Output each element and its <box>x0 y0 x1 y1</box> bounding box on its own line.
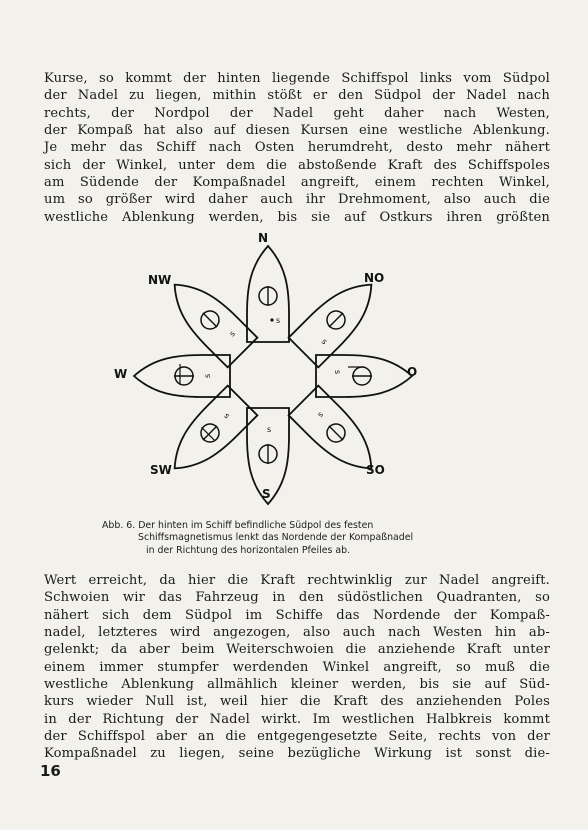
direction-label-w: W <box>114 367 128 381</box>
page-number: 16 <box>40 762 61 780</box>
direction-label-se: SO <box>366 463 385 477</box>
text-line: Kompaßnadel zu liegen, seine bezügliche Wirkung ist sonst die- <box>44 746 550 762</box>
caption-line: Schiffsmagnetismus lenkt das Nordende der Kompaßnadel <box>138 532 414 544</box>
text-line: Wert erreicht, da hier die Kraft rechtwinklig zur Nadel angreift. <box>44 573 550 588</box>
body-text-top <box>44 70 550 226</box>
direction-label-nw: NW <box>148 273 172 287</box>
text-line: Schwoien wir das Fahrzeug in den südöstlichen Quadranten, so <box>44 590 550 606</box>
text-line: kurs wieder Null ist, weil hier die Kraft des anziehenden Poles <box>44 694 550 710</box>
pole-mark: s <box>267 425 272 434</box>
text-line: sich der Winkel, unter dem die abstoßende Kraft des Schiffspoles <box>44 157 550 173</box>
text-line: nadel, letzteres wird angezogen, also auch nach Westen hin ab- <box>44 625 550 641</box>
pole-mark: s <box>203 373 212 378</box>
direction-label-sw: SW <box>150 463 172 477</box>
direction-label-n: N <box>258 231 269 245</box>
text-line: rechts, der Nordpol der Nadel geht daher nach Westen, <box>44 105 550 121</box>
direction-label-e: O <box>407 365 418 379</box>
caption-line: in der Richtung des horizontalen Pfeiles ab. <box>146 544 351 556</box>
text-line: am Südende der Kompaßnadel angreift, einem rechten Winkel, <box>44 175 550 191</box>
ship-southwest <box>160 386 258 484</box>
ship-northwest <box>160 270 258 368</box>
text-line: nähert sich dem Südpol im Schiffe das Nordende der Kompaß- <box>44 607 550 623</box>
pole-mark: s <box>319 336 330 347</box>
direction-label-ne: NO <box>364 271 385 285</box>
body-text-bottom <box>44 572 550 763</box>
text-line: der Nadel zu liegen, mithin stößt er den Südpol der Nadel nach <box>44 88 550 104</box>
text-line: um so größer wird daher auch ihr Drehmoment, also auch die <box>44 192 550 208</box>
pole-mark: s <box>276 316 281 325</box>
pole-mark: s <box>221 411 232 421</box>
text-line: Kurse, so kommt der hinten liegende Schiffspol links vom Südpol <box>44 71 550 86</box>
pole-mark: s <box>333 370 342 375</box>
text-line: gelenkt; da aber beim Weiterschwoien die anziehende Kraft unter <box>44 642 550 658</box>
pole-mark: s <box>316 410 326 420</box>
text-line: westliche Ablenkung allmählich kleiner werden, bis sie auf Süd- <box>44 677 550 693</box>
ship-west <box>134 355 230 397</box>
text-line: der Schiffspol aber an die entgegengesetzte Seite, rechts von der <box>44 729 550 745</box>
caption-line: Abb. 6. Der hinten im Schiff befindliche Südpol des festen <box>102 520 374 531</box>
text-line: der Kompaß hat also auf diesen Kursen eine westliche Ablenkung. <box>44 123 550 139</box>
text-line: Je mehr das Schiff nach Osten herumdreht, desto mehr nähert <box>44 140 550 156</box>
figure-caption <box>102 520 482 557</box>
text-line: in der Richtung der Nadel wirkt. Im westlichen Halbkreis kommt <box>44 711 550 727</box>
compass-ship-diagram <box>100 226 480 516</box>
direction-label-s: S <box>262 487 271 501</box>
text-line: einem immer stumpfer werdenden Winkel angreift, so muß die <box>44 659 550 675</box>
ship-north <box>247 246 289 342</box>
pole-mark: s <box>227 329 237 339</box>
ship-east <box>316 355 412 397</box>
text-line: westliche Ablenkung werden, bis sie auf Ostkurs ihren größten <box>44 209 550 225</box>
